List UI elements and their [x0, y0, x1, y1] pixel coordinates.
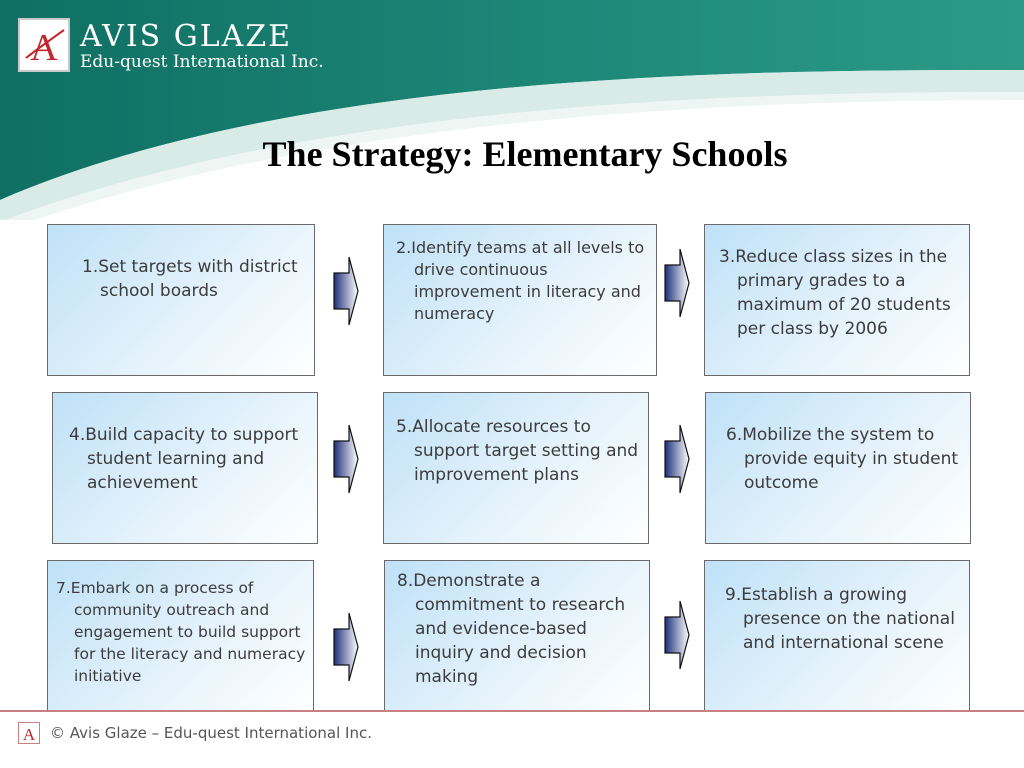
step-text: 1.Set targets with district school boards: [82, 257, 298, 301]
step-text: 8.Demonstrate a commitment to research and evidence-based inquiry and decision making: [397, 571, 626, 687]
footer-divider: [0, 710, 1024, 712]
step-box-9: [704, 560, 970, 712]
page-title: The Strategy: Elementary Schools: [262, 134, 788, 174]
arrow-right-icon: [664, 423, 690, 495]
step-text: 9.Establish a growing presence on the national and international scene: [725, 585, 955, 653]
svg-text:A: A: [22, 725, 36, 744]
step-box-1: [47, 224, 315, 376]
step-text: 6.Mobilize the system to provide equity in student outcome: [726, 425, 959, 493]
logo-letter: A: [30, 27, 58, 69]
arrow-right-icon: [333, 611, 359, 683]
step-box-3: [704, 224, 970, 376]
arrow-right-icon: [664, 599, 690, 671]
step-text: 4.Build capacity to support student learning and achievement: [69, 425, 299, 493]
step-box-7: [47, 560, 314, 712]
brand-subtitle: Edu-quest International Inc.: [80, 52, 324, 72]
arrow-right-icon: [333, 255, 359, 327]
step-text: 5.Allocate resources to support target setting and improvement plans: [396, 417, 639, 485]
step-box-5: [383, 392, 649, 544]
footer-logo: [18, 722, 40, 744]
step-box-8: [384, 560, 650, 712]
step-text: 2.Identify teams at all levels to drive continuous improvement in literacy and numeracy: [396, 238, 645, 323]
step-text: 3.Reduce class sizes in the primary grades to a maximum of 20 students per class by 2006: [719, 247, 951, 339]
arrow-right-icon: [664, 247, 690, 319]
arrow-right-icon: [333, 423, 359, 495]
step-box-4: [52, 392, 318, 544]
brand-name: AVIS GLAZE: [80, 19, 293, 54]
step-text: 7.Embark on a process of community outreach and engagement to build support for the literacy and numeracy initiative: [56, 579, 306, 685]
brand-logo: [18, 18, 70, 72]
step-box-6: [705, 392, 971, 544]
step-box-2: [383, 224, 657, 376]
footer-copyright: © Avis Glaze – Edu-quest International Inc.: [50, 724, 372, 742]
